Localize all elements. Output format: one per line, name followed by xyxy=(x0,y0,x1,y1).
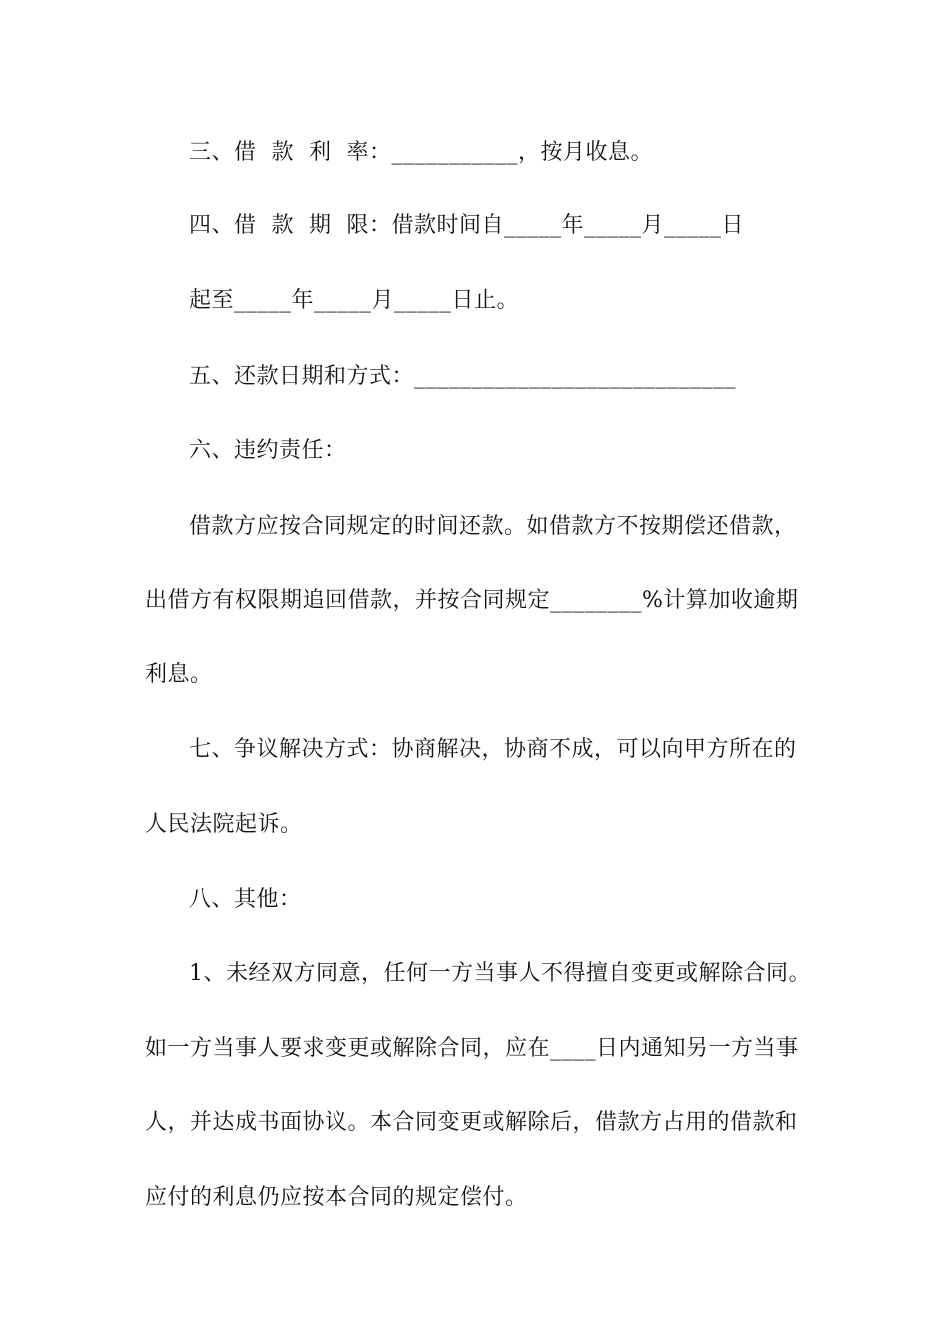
clause-7-text-line-1: 七、争议解决方式：协商解决，协商不成，可以向甲方所在的 xyxy=(189,737,797,762)
clause-8-item-1-line-4: 应付的利息仍应按本合同的规定偿付。 xyxy=(145,1185,528,1210)
clause-4-term-line-1: 四、借 款 期 限：借款时间自_____年_____月_____日 xyxy=(189,213,744,238)
clause-4-term-line-2: 起至_____年_____月_____日止。 xyxy=(189,288,520,313)
clause-6-text-line-1: 借款方应按合同规定的时间还款。如借款方不按期偿还借款， xyxy=(189,514,797,539)
clause-7-text-line-2: 人民法院起诉。 xyxy=(145,812,303,837)
clause-5-repayment: 五、还款日期和方式：____________________________ xyxy=(189,364,737,389)
clause-6-heading: 六、违约责任： xyxy=(189,438,347,463)
clause-3-interest-rate: 三、借 款 利 率：___________，按月收息。 xyxy=(189,140,653,165)
clause-8-item-1-line-2: 如一方当事人要求变更或解除合同，应在____日内通知另一方当事 xyxy=(145,1036,799,1061)
clause-6-text-line-2: 出借方有权限期追回借款，并按合同规定________%计算加收逾期 xyxy=(145,588,799,613)
clause-8-item-1-line-1: 1、未经双方同意，任何一方当事人不得擅自变更或解除合同。 xyxy=(189,961,811,986)
clause-8-heading: 八、其他： xyxy=(189,887,302,912)
clause-8-item-1-line-3: 人，并达成书面协议。本合同变更或解除后，借款方占用的借款和 xyxy=(145,1110,798,1135)
clause-6-text-line-3: 利息。 xyxy=(145,662,213,687)
